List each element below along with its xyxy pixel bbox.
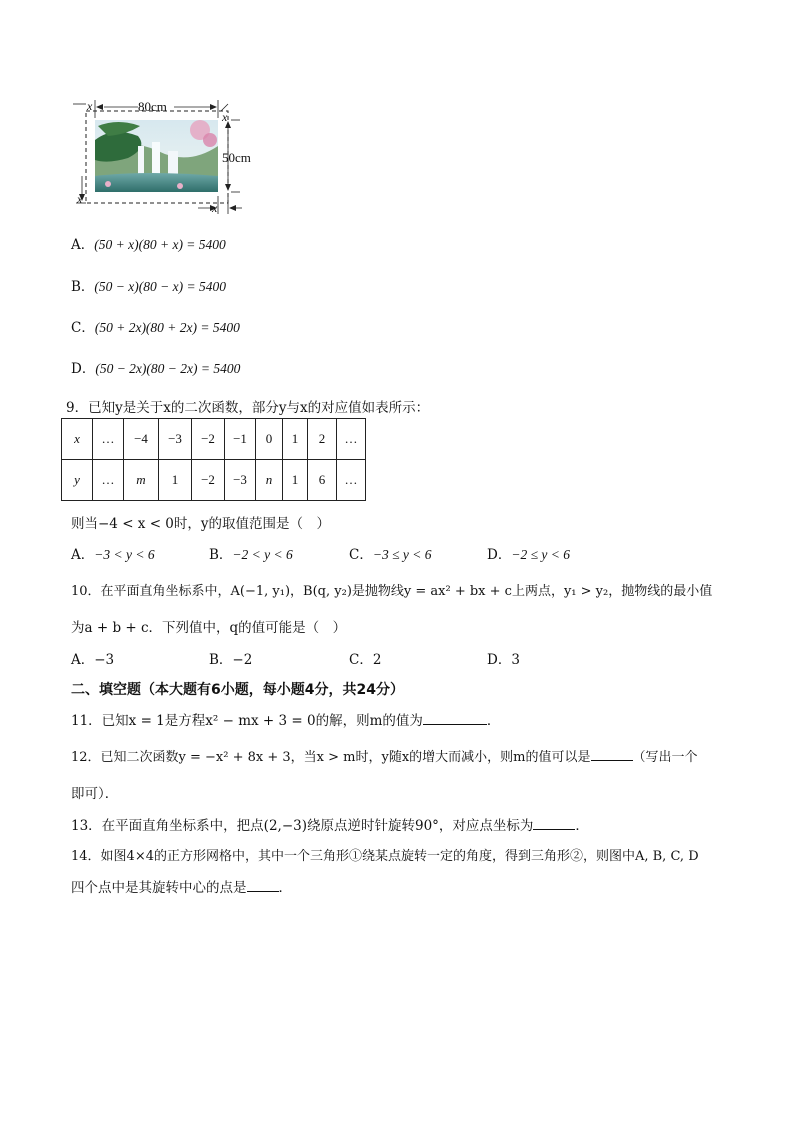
section-heading: 二、填空题（本大题有6小题，每小题4分，共24分） bbox=[71, 682, 404, 698]
table-cell: … bbox=[337, 460, 366, 501]
q9-value-table bbox=[61, 418, 366, 501]
table-cell: 6 bbox=[308, 460, 337, 501]
table-cell: y bbox=[62, 460, 93, 501]
q8-option-b: B．(50 − x)(80 − x) = 5400 bbox=[71, 279, 226, 295]
table-cell: −1 bbox=[225, 419, 256, 460]
q9-option-b: B．−2 < y < 6 bbox=[209, 547, 293, 563]
table-cell: x bbox=[62, 419, 93, 460]
table-cell: n bbox=[256, 460, 283, 501]
table-cell: −4 bbox=[124, 419, 159, 460]
q9-option-d: D．−2 ≤ y < 6 bbox=[487, 547, 570, 563]
table-cell: −2 bbox=[192, 460, 225, 501]
table-cell: … bbox=[93, 419, 124, 460]
table-cell: 1 bbox=[283, 460, 308, 501]
q14-answer-blank[interactable] bbox=[247, 878, 279, 892]
table-cell: −3 bbox=[159, 419, 192, 460]
table-cell: −3 bbox=[225, 460, 256, 501]
q9-option-a: A．−3 < y < 6 bbox=[71, 547, 155, 563]
q9-option-c: C．−3 ≤ y < 6 bbox=[349, 547, 432, 563]
q14-line1: 14．如图4×4的正方形网格中，其中一个三角形①绕某点旋转一定的角度，得到三角形②，则图中A, B, C, D bbox=[71, 849, 699, 864]
q11-answer-blank[interactable] bbox=[423, 711, 487, 725]
q8-option-a: A．(50 + x)(80 + x) = 5400 bbox=[71, 237, 226, 253]
q13: 13．在平面直角坐标系中，把点(2,−3)绕原点逆时针旋转90°，对应点坐标为 ． bbox=[71, 818, 589, 834]
q12-line1: 12．已知二次函数y = −x² + 8x + 3，当x > m时，y随x的增大而减小，则m的值可以是 （写出一个 bbox=[71, 746, 698, 765]
table-cell: 1 bbox=[283, 419, 308, 460]
table-cell: m bbox=[124, 460, 159, 501]
q11: 11．已知x = 1是方程x² − mx + 3 = 0的解，则m的值为 ． bbox=[71, 713, 501, 729]
q10-option-a: A．−3 bbox=[71, 652, 115, 668]
q8-option-c: C．(50 + 2x)(80 + 2x) = 5400 bbox=[71, 320, 240, 336]
q9-stem: 9．已知y是关于x的二次函数，部分y与x的对应值如表所示： bbox=[66, 400, 430, 416]
q12-line2: 即可）． bbox=[71, 786, 119, 802]
table-cell: 0 bbox=[256, 419, 283, 460]
figure-x-label-top: x bbox=[87, 99, 93, 113]
landscape-painting bbox=[95, 120, 218, 192]
table-row-y bbox=[62, 460, 366, 501]
table-row-x bbox=[62, 419, 366, 460]
figure-height-label: 50cm bbox=[222, 150, 251, 165]
table-cell: … bbox=[337, 419, 366, 460]
q10-option-b: B．−2 bbox=[209, 652, 253, 668]
figure-x-label-left: x bbox=[77, 192, 83, 206]
q12-answer-blank[interactable] bbox=[591, 747, 633, 761]
figure-width-label: 80cm bbox=[138, 99, 167, 114]
q10-option-d: D．3 bbox=[487, 652, 520, 668]
q14-line2: 四个点中是其旋转中心的点是 ． bbox=[71, 880, 292, 896]
table-cell: 1 bbox=[159, 460, 192, 501]
q10-stem-line2: 为a + b + c．下列值中，q的值可能是（ ） bbox=[71, 620, 347, 636]
q10-option-c: C．2 bbox=[349, 652, 382, 668]
q13-answer-blank[interactable] bbox=[533, 816, 575, 830]
figure-x-label-bottom: x bbox=[212, 201, 218, 215]
table-cell: −2 bbox=[192, 419, 225, 460]
table-cell: 2 bbox=[308, 419, 337, 460]
q8-option-d: D．(50 − 2x)(80 − 2x) = 5400 bbox=[71, 361, 241, 377]
table-cell: … bbox=[93, 460, 124, 501]
figure-x-label-right: x bbox=[222, 110, 228, 124]
q9-question: 则当−4 < x < 0时，y的取值范围是（ ） bbox=[71, 516, 331, 532]
q10-stem-line1: 10．在平面直角坐标系中，A(−1, y₁)，B(q, y₂)是抛物线y = ax² + bx + c上两点，y₁ > y₂，抛物线的最小值 bbox=[71, 584, 713, 599]
